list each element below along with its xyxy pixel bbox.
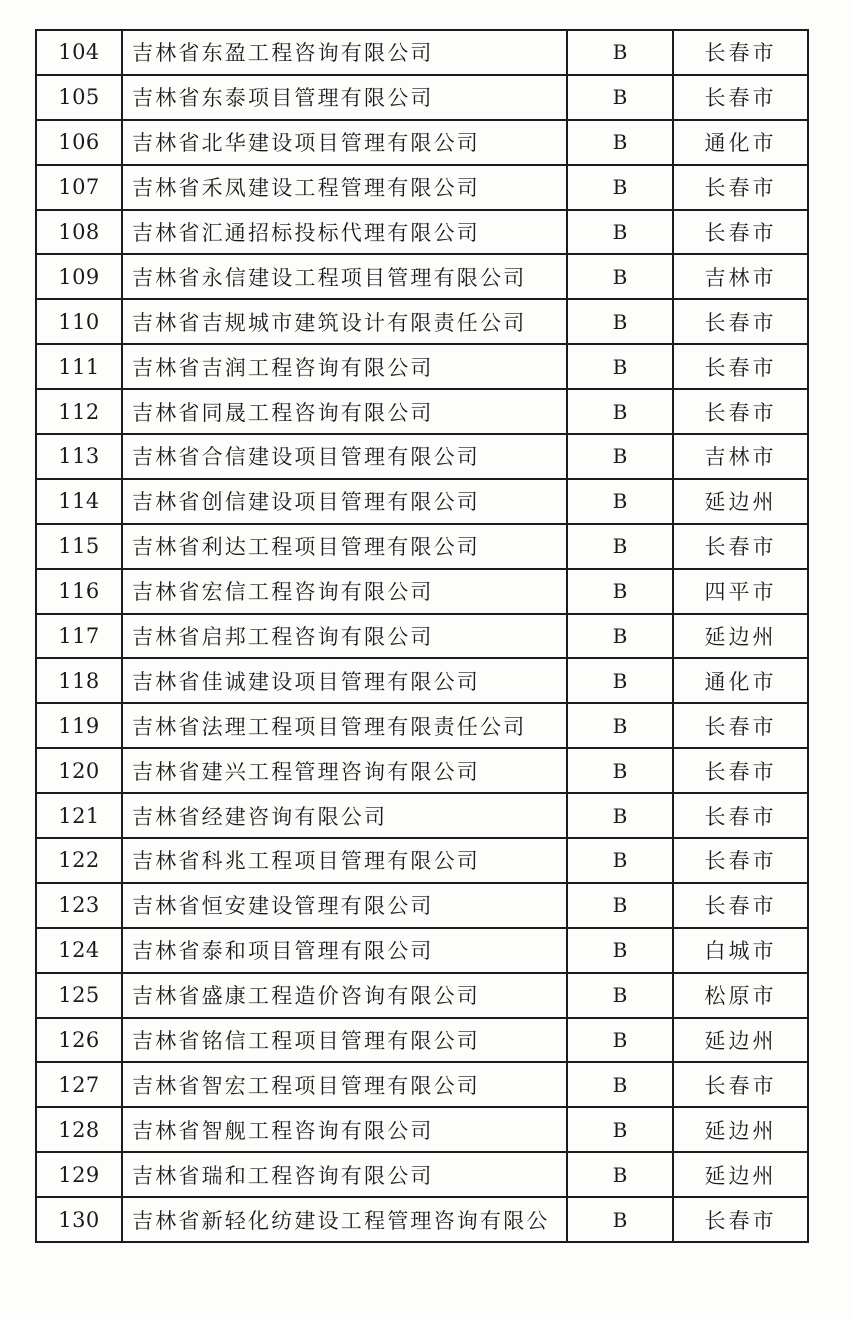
company-name: 吉林省汇通招标投标代理有限公司	[122, 210, 567, 255]
row-number: 108	[36, 210, 122, 255]
company-name: 吉林省智舰工程咨询有限公司	[122, 1107, 567, 1152]
table-row	[36, 1152, 808, 1197]
row-number: 116	[36, 569, 122, 614]
row-number: 130	[36, 1197, 122, 1242]
company-name: 吉林省利达工程项目管理有限公司	[122, 524, 567, 569]
row-number: 107	[36, 165, 122, 210]
table-row	[36, 254, 808, 299]
credit-grade: B	[567, 30, 673, 75]
row-number: 126	[36, 1018, 122, 1063]
credit-grade: B	[567, 1062, 673, 1107]
city-region: 长春市	[673, 75, 808, 120]
company-name: 吉林省瑞和工程咨询有限公司	[122, 1152, 567, 1197]
credit-grade: B	[567, 703, 673, 748]
city-region: 长春市	[673, 344, 808, 389]
table-row	[36, 434, 808, 479]
row-number: 122	[36, 838, 122, 883]
row-number: 119	[36, 703, 122, 748]
company-name: 吉林省吉规城市建筑设计有限责任公司	[122, 299, 567, 344]
company-name: 吉林省北华建设项目管理有限公司	[122, 120, 567, 165]
credit-grade: B	[567, 210, 673, 255]
credit-grade: B	[567, 1197, 673, 1242]
row-number: 117	[36, 614, 122, 659]
company-name: 吉林省东泰项目管理有限公司	[122, 75, 567, 120]
city-region: 长春市	[673, 838, 808, 883]
company-name: 吉林省铭信工程项目管理有限公司	[122, 1018, 567, 1063]
table-row	[36, 748, 808, 793]
city-region: 长春市	[673, 883, 808, 928]
table-row	[36, 928, 808, 973]
table-row	[36, 299, 808, 344]
credit-grade: B	[567, 344, 673, 389]
table-row	[36, 120, 808, 165]
table-row	[36, 1018, 808, 1063]
city-region: 通化市	[673, 120, 808, 165]
credit-grade: B	[567, 973, 673, 1018]
table-row	[36, 524, 808, 569]
city-region: 延边州	[673, 479, 808, 524]
city-region: 长春市	[673, 793, 808, 838]
table-row	[36, 75, 808, 120]
table-row	[36, 973, 808, 1018]
row-number: 111	[36, 344, 122, 389]
table-row	[36, 838, 808, 883]
table-row	[36, 614, 808, 659]
table-row	[36, 479, 808, 524]
table-row	[36, 389, 808, 434]
credit-grade: B	[567, 524, 673, 569]
credit-grade: B	[567, 254, 673, 299]
company-name: 吉林省宏信工程咨询有限公司	[122, 569, 567, 614]
credit-grade: B	[567, 569, 673, 614]
table-row	[36, 344, 808, 389]
row-number: 118	[36, 658, 122, 703]
table-row	[36, 658, 808, 703]
city-region: 吉林市	[673, 254, 808, 299]
row-number: 112	[36, 389, 122, 434]
table-row	[36, 883, 808, 928]
city-region: 长春市	[673, 210, 808, 255]
credit-grade: B	[567, 1107, 673, 1152]
credit-grade: B	[567, 1018, 673, 1063]
company-name: 吉林省恒安建设管理有限公司	[122, 883, 567, 928]
row-number: 109	[36, 254, 122, 299]
table-row	[36, 569, 808, 614]
row-number: 110	[36, 299, 122, 344]
city-region: 长春市	[673, 389, 808, 434]
row-number: 121	[36, 793, 122, 838]
credit-grade: B	[567, 748, 673, 793]
company-name: 吉林省吉润工程咨询有限公司	[122, 344, 567, 389]
credit-grade: B	[567, 658, 673, 703]
city-region: 长春市	[673, 165, 808, 210]
company-name: 吉林省同晟工程咨询有限公司	[122, 389, 567, 434]
city-region: 延边州	[673, 614, 808, 659]
company-name: 吉林省佳诚建设项目管理有限公司	[122, 658, 567, 703]
table-row	[36, 30, 808, 75]
row-number: 124	[36, 928, 122, 973]
credit-grade: B	[567, 389, 673, 434]
row-number: 113	[36, 434, 122, 479]
table-row	[36, 165, 808, 210]
company-name: 吉林省建兴工程管理咨询有限公司	[122, 748, 567, 793]
city-region: 长春市	[673, 1197, 808, 1242]
credit-grade: B	[567, 928, 673, 973]
company-name: 吉林省永信建设工程项目管理有限公司	[122, 254, 567, 299]
row-number: 104	[36, 30, 122, 75]
row-number: 114	[36, 479, 122, 524]
company-name: 吉林省科兆工程项目管理有限公司	[122, 838, 567, 883]
row-number: 127	[36, 1062, 122, 1107]
row-number: 125	[36, 973, 122, 1018]
credit-grade: B	[567, 479, 673, 524]
credit-grade: B	[567, 120, 673, 165]
city-region: 长春市	[673, 1062, 808, 1107]
table-row	[36, 1197, 808, 1242]
credit-grade: B	[567, 1152, 673, 1197]
table-row	[36, 210, 808, 255]
company-list-table	[35, 29, 809, 1243]
company-name: 吉林省新轻化纺建设工程管理咨询有限公	[122, 1197, 567, 1242]
credit-grade: B	[567, 883, 673, 928]
company-name: 吉林省创信建设项目管理有限公司	[122, 479, 567, 524]
company-name: 吉林省泰和项目管理有限公司	[122, 928, 567, 973]
city-region: 延边州	[673, 1018, 808, 1063]
company-name: 吉林省启邦工程咨询有限公司	[122, 614, 567, 659]
city-region: 长春市	[673, 748, 808, 793]
credit-grade: B	[567, 434, 673, 479]
city-region: 长春市	[673, 703, 808, 748]
city-region: 通化市	[673, 658, 808, 703]
city-region: 延边州	[673, 1107, 808, 1152]
company-name: 吉林省禾凤建设工程管理有限公司	[122, 165, 567, 210]
row-number: 115	[36, 524, 122, 569]
credit-grade: B	[567, 614, 673, 659]
row-number: 120	[36, 748, 122, 793]
credit-grade: B	[567, 165, 673, 210]
company-name: 吉林省盛康工程造价咨询有限公司	[122, 973, 567, 1018]
row-number: 106	[36, 120, 122, 165]
row-number: 123	[36, 883, 122, 928]
company-name: 吉林省合信建设项目管理有限公司	[122, 434, 567, 479]
table-row	[36, 1062, 808, 1107]
credit-grade: B	[567, 75, 673, 120]
table-row	[36, 703, 808, 748]
city-region: 长春市	[673, 30, 808, 75]
city-region: 长春市	[673, 524, 808, 569]
company-name: 吉林省东盈工程咨询有限公司	[122, 30, 567, 75]
city-region: 延边州	[673, 1152, 808, 1197]
table-row	[36, 793, 808, 838]
company-name: 吉林省经建咨询有限公司	[122, 793, 567, 838]
credit-grade: B	[567, 299, 673, 344]
credit-grade: B	[567, 793, 673, 838]
table-body	[36, 30, 808, 1242]
city-region: 四平市	[673, 569, 808, 614]
city-region: 松原市	[673, 973, 808, 1018]
company-name: 吉林省智宏工程项目管理有限公司	[122, 1062, 567, 1107]
company-name: 吉林省法理工程项目管理有限责任公司	[122, 703, 567, 748]
city-region: 长春市	[673, 299, 808, 344]
credit-grade: B	[567, 838, 673, 883]
row-number: 128	[36, 1107, 122, 1152]
city-region: 白城市	[673, 928, 808, 973]
row-number: 129	[36, 1152, 122, 1197]
city-region: 吉林市	[673, 434, 808, 479]
table-row	[36, 1107, 808, 1152]
row-number: 105	[36, 75, 122, 120]
